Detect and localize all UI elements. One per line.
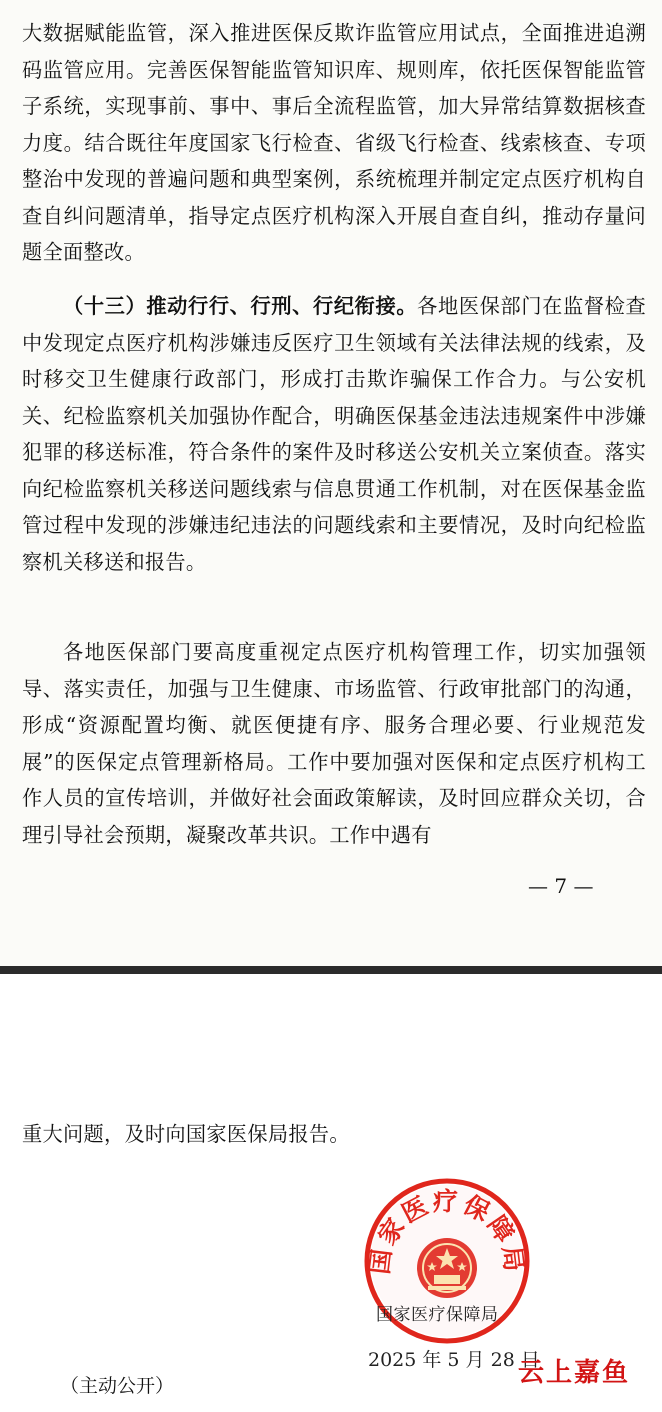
paragraph-continued: 重大问题，及时向国家医保局报告。 [22, 1122, 350, 1146]
section-13-body: 各地医保部门在监督检查中发现定点医疗机构涉嫌违反医疗卫生领域有关法律法规的线索，及时移交卫生健康行政部门，形成打击欺诈骗保工作合力。与公安机关、纪检监察机关加强协作配合，明确医保基金违法违规案件中涉嫌犯罪的移送标准，符合条件的案件及时移送公安机关立案侦查。落实向纪检监察机关移送问题线索与信息贯通工作机制，对在医保基金监管过程中发现的涉嫌违纪违法的问题线索和主要情况，及时向纪检监察机关移送和报告。 [22, 294, 646, 574]
seal-arc-text: 国家医疗保障局 [364, 1187, 530, 1276]
section-13-heading: （十三）推动行行、行刑、行纪衔接。 [63, 294, 418, 318]
paragraph-section-13 [22, 288, 646, 580]
source-watermark: 云上嘉鱼 [518, 1358, 631, 1388]
page-number: — 7 — [528, 874, 594, 898]
disclosure-note: （主动公开） [60, 1375, 175, 1397]
issue-date: 2025 年 5 月 28 日 [368, 1349, 540, 1371]
page-separator [0, 966, 662, 974]
paragraph-supervision: 大数据赋能监管，深入推进医保反欺诈监管应用试点，全面推进追溯码监管应用。完善医保智能监管知识库、规则库，依托医保智能监管子系统，实现事前、事中、事后全流程监管，加大异常结算数据核查力度。结合既往年度国家飞行检查、省级飞行检查、线索核查、专项整治中发现的普遍问题和典型案例，系统梳理并制定定点医疗机构自查自纠问题清单，指导定点医疗机构深入开展自查自纠，推动存量问题全面整改。 [22, 21, 646, 264]
document-page-8 [0, 974, 662, 1412]
paragraph-management: 各地医保部门要高度重视定点医疗机构管理工作，切实加强领导、落实责任，加强与卫生健康、市场监管、行政审批部门的沟通，形成“资源配置均衡、就医便捷有序、服务合理必要、行业规范发展”的医保定点管理新格局。工作中要加强对医保和定点医疗机构工作人员的宣传培训，并做好社会面政策解读，及时回应群众关切，合理引导社会预期，凝聚改革共识。工作中遇有 [22, 640, 646, 847]
issuing-authority: 国家医疗保障局 [376, 1305, 499, 1325]
